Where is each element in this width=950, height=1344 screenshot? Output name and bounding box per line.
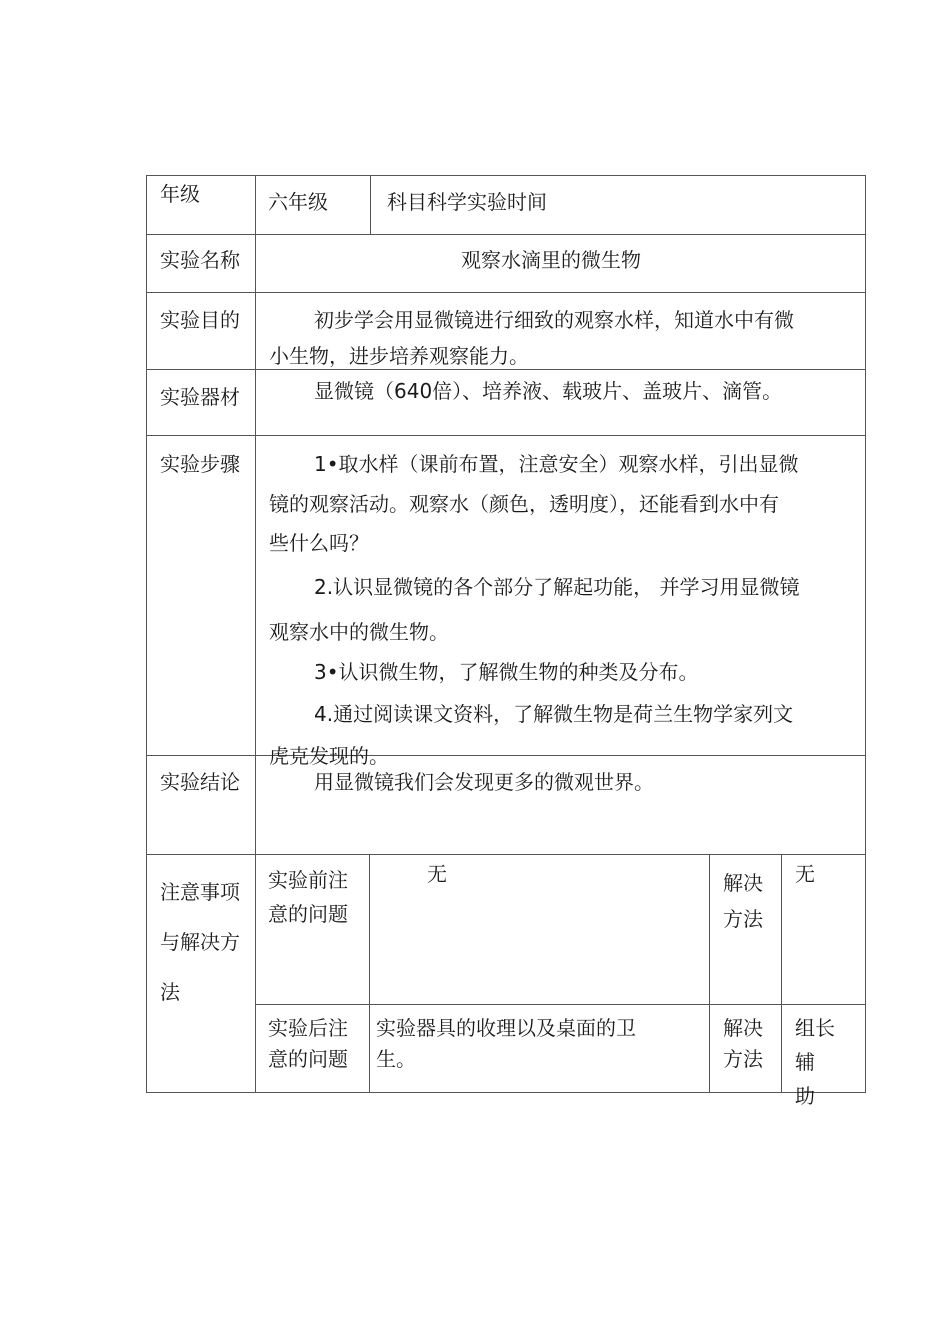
after-issue-label-line: 意的问题 (268, 1047, 348, 1071)
before-method-label-line: 方法 (723, 907, 763, 931)
experiment-name-label: 实验名称 (160, 248, 240, 272)
after-method-label-line: 方法 (723, 1047, 763, 1071)
after-method-value-line: 辅 (795, 1050, 815, 1074)
table-border-top (146, 175, 866, 176)
after-issue-label-line: 实验后注 (268, 1016, 348, 1040)
notes-label-line: 注意事项 (160, 880, 240, 904)
grade-label: 年级 (160, 182, 200, 206)
before-method-value: 无 (795, 862, 815, 886)
step-2-line: 观察水中的微生物。 (269, 620, 449, 644)
table-border-left (146, 175, 147, 1093)
step-1-line: 镜的观察活动。观察水（颜色，透明度），还能看到水中有 (269, 492, 779, 516)
row-divider (146, 369, 866, 370)
after-method-label-line: 解决 (723, 1016, 763, 1040)
conclusion-value: 用显微镜我们会发现更多的微观世界。 (314, 770, 654, 794)
column-divider (369, 854, 370, 1093)
after-method-value (782, 1005, 865, 1108)
step-3-line: 3•认识微生物，了解微生物的种类及分布。 (314, 660, 699, 684)
column-divider (709, 854, 710, 1093)
subject-time-label: 科目科学实验时间 (387, 190, 547, 214)
after-issue-value-line: 实验器具的收理以及桌面的卫 (376, 1016, 636, 1040)
row-divider (255, 1004, 866, 1005)
equipment-value: 显微镜（640倍）、培养液、载玻片、盖玻片、滴管。 (314, 379, 783, 403)
conclusion-label: 实验结论 (160, 770, 240, 794)
before-issue-label-line: 实验前注 (268, 868, 348, 892)
column-divider (370, 175, 371, 235)
table-border-bottom (146, 1092, 866, 1093)
step-2-line: 2.认识显微镜的各个部分了解起功能， 并学习用显微镜 (314, 575, 800, 599)
row-divider (146, 854, 866, 855)
row-divider (146, 234, 866, 235)
row-divider (146, 755, 866, 756)
after-method-value-line: 组长 (795, 1016, 835, 1040)
steps-label: 实验步骤 (160, 452, 240, 476)
after-method-value-line: 助 (795, 1084, 815, 1108)
grade-value: 六年级 (268, 190, 328, 214)
purpose-label: 实验目的 (160, 308, 240, 332)
table-border-right (865, 175, 866, 1093)
step-4-line: 虎克发现的。 (269, 744, 389, 768)
steps-content (256, 436, 865, 768)
notes-label-line: 与解决方 (160, 930, 240, 954)
row-divider (146, 292, 866, 293)
step-1-line: 些什么吗？ (269, 531, 369, 555)
notes-label-line: 法 (160, 980, 180, 1004)
step-1-line: 1•取水样（课前布置，注意安全）观察水样，引出显微 (314, 452, 799, 476)
step-4-line: 4.通过阅读课文资料，了解微生物是荷兰生物学家列文 (314, 702, 794, 726)
after-issue-value-line: 生。 (376, 1047, 416, 1071)
purpose-text-line: 初步学会用显微镜进行细致的观察水样，知道水中有微 (314, 308, 794, 332)
before-issue-value: 无 (427, 862, 447, 886)
experiment-name-value: 观察水滴里的微生物 (461, 248, 641, 272)
purpose-text-line: 小生物，进步培养观察能力。 (269, 344, 529, 368)
before-issue-label-line: 意的问题 (268, 902, 348, 926)
equipment-label: 实验器材 (160, 385, 240, 409)
before-method-label-line: 解决 (723, 871, 763, 895)
